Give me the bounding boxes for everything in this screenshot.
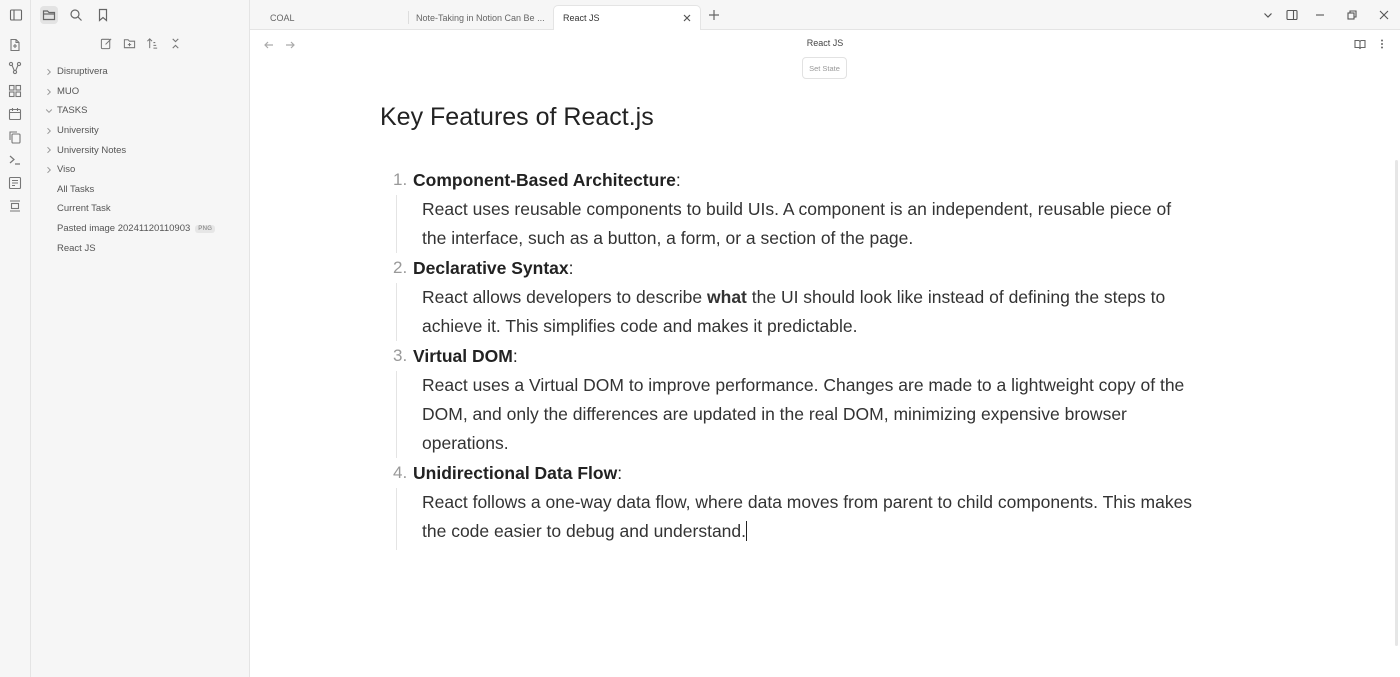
list-item[interactable] xyxy=(390,458,1270,546)
folder-icon[interactable] xyxy=(40,6,58,24)
heading-suffix: : xyxy=(617,463,623,483)
list-item-heading[interactable] xyxy=(390,458,1270,488)
tree-item-label: University Notes xyxy=(57,144,127,156)
list-item-body[interactable] xyxy=(422,488,1270,546)
tree-item-label: University xyxy=(57,125,99,137)
feature-name: Virtual DOM xyxy=(413,346,513,366)
right-sidebar-toggle-icon[interactable] xyxy=(1286,9,1298,21)
chevron-right-icon[interactable] xyxy=(45,166,53,174)
tree-item[interactable] xyxy=(31,82,250,102)
list-number: 1. xyxy=(393,170,408,189)
tab-label: Note-Taking in Notion Can Be ... xyxy=(416,12,545,23)
graph-icon[interactable] xyxy=(8,61,22,75)
list-item[interactable] xyxy=(390,165,1270,253)
editor-pane xyxy=(250,30,1400,677)
body-bold-text: what xyxy=(707,287,747,307)
tab-label: COAL xyxy=(270,12,295,23)
tab-react-js[interactable] xyxy=(553,5,701,30)
view-title[interactable]: React JS xyxy=(806,38,844,48)
close-window-icon[interactable] xyxy=(1378,9,1390,21)
list-item-heading[interactable] xyxy=(390,253,1270,283)
set-state-button[interactable]: Set State xyxy=(802,57,847,79)
indent-guide xyxy=(396,371,397,458)
document-title[interactable]: Key Features of React.js xyxy=(380,103,654,131)
tree-item[interactable] xyxy=(31,101,250,121)
sidebar-toggle-icon[interactable] xyxy=(7,6,25,24)
chevron-down-icon[interactable] xyxy=(45,107,53,115)
bookmark-icon[interactable] xyxy=(94,6,112,24)
indent-guide xyxy=(396,488,397,550)
tree-item-label: Pasted image 20241120110903 xyxy=(57,223,191,235)
notes-icon[interactable] xyxy=(8,176,22,190)
file-explorer-sidebar xyxy=(31,0,250,677)
tree-item[interactable] xyxy=(31,160,250,180)
tree-item[interactable] xyxy=(31,121,250,141)
tree-item[interactable] xyxy=(31,180,250,200)
search-icon[interactable] xyxy=(67,6,85,24)
indent-guide xyxy=(396,283,397,341)
heading-suffix: : xyxy=(568,258,574,278)
heading-suffix: : xyxy=(512,346,518,366)
list-item-heading[interactable] xyxy=(390,165,1270,195)
body-line: React uses a Virtual DOM to improve performance. Changes are made to a lightweight copy of the xyxy=(422,375,1185,395)
tree-item-label: Disruptivera xyxy=(57,66,108,78)
list-number: 3. xyxy=(393,346,408,365)
reading-view-icon[interactable] xyxy=(1354,37,1366,49)
body-line xyxy=(422,517,1260,546)
list-item-body[interactable] xyxy=(422,195,1270,253)
copy-icon[interactable] xyxy=(8,130,22,144)
tree-item[interactable] xyxy=(31,62,250,82)
body-text: the UI should look like instead of defining the steps to xyxy=(746,287,1166,307)
sort-icon[interactable] xyxy=(146,37,160,51)
sidebar-actions xyxy=(31,37,250,53)
heading-suffix: : xyxy=(675,170,681,190)
tree-item-label: MUO xyxy=(57,85,80,97)
sidebar-top-bar xyxy=(31,0,250,30)
tree-item-label: React JS xyxy=(57,242,96,254)
body-line: React follows a one-way data flow, where data moves from parent to child components. This makes xyxy=(422,492,1193,512)
tree-item-label: All Tasks xyxy=(57,183,95,195)
new-note-icon[interactable] xyxy=(100,37,114,51)
minimize-icon[interactable] xyxy=(1314,9,1326,21)
calendar-icon[interactable] xyxy=(8,107,22,121)
feature-name: Unidirectional Data Flow xyxy=(413,463,618,483)
indent-guide xyxy=(396,195,397,253)
feature-list xyxy=(390,165,1270,546)
chevron-right-icon[interactable] xyxy=(45,146,53,154)
list-number: 4. xyxy=(393,463,408,482)
collapse-icon[interactable] xyxy=(169,37,183,51)
terminal-icon[interactable] xyxy=(8,153,22,167)
list-item-heading[interactable] xyxy=(390,341,1270,371)
tab-list-chevron-icon[interactable] xyxy=(1262,9,1274,21)
body-line xyxy=(422,283,1260,312)
body-line: the interface, such as a button, a form, or a section of the page. xyxy=(422,228,914,248)
body-text: the code easier to debug and understand. xyxy=(422,521,746,541)
tree-item[interactable] xyxy=(31,140,250,160)
list-item[interactable] xyxy=(390,253,1270,341)
chevron-right-icon[interactable] xyxy=(45,127,53,135)
tree-item-label: TASKS xyxy=(57,105,88,117)
new-folder-icon[interactable] xyxy=(123,37,137,51)
tree-item[interactable] xyxy=(31,199,250,219)
list-item-body[interactable] xyxy=(422,371,1270,458)
file-type-badge: PNG xyxy=(195,225,215,233)
file-tree xyxy=(31,62,250,258)
body-line: DOM, and only the differences are updated in the real DOM, minimizing expensive browser xyxy=(422,404,1127,424)
new-tab-icon[interactable] xyxy=(708,9,720,21)
chevron-right-icon[interactable] xyxy=(45,68,53,76)
tree-item[interactable] xyxy=(31,219,250,239)
feature-name: Declarative Syntax xyxy=(413,258,569,278)
tab-bar xyxy=(250,0,1400,30)
template-icon[interactable] xyxy=(8,199,22,213)
chevron-right-icon[interactable] xyxy=(45,88,53,96)
tab-coal[interactable] xyxy=(261,5,409,30)
tree-item[interactable] xyxy=(31,238,250,258)
body-line: achieve it. This simplifies code and makes it predictable. xyxy=(422,316,858,336)
text-cursor xyxy=(746,521,747,541)
body-line: operations. xyxy=(422,433,509,453)
body-text: React allows developers to describe xyxy=(422,287,708,307)
left-ribbon xyxy=(0,0,31,677)
tab-note-taking[interactable] xyxy=(407,5,555,30)
body-line: React uses reusable components to build UIs. A component is an independent, reusable piece of xyxy=(422,199,1172,219)
tree-item-label: Current Task xyxy=(57,203,111,215)
list-item-body[interactable] xyxy=(422,283,1270,341)
canvas-icon[interactable] xyxy=(8,84,22,98)
more-options-icon[interactable] xyxy=(1376,37,1388,49)
list-item[interactable] xyxy=(390,341,1270,458)
editor-scrollbar[interactable] xyxy=(1395,160,1398,646)
close-tab-icon[interactable] xyxy=(682,13,692,23)
tab-label: React JS xyxy=(563,13,600,23)
list-number: 2. xyxy=(393,258,408,277)
open-file-icon[interactable] xyxy=(8,38,22,52)
restore-icon[interactable] xyxy=(1346,9,1358,21)
tree-item-label: Viso xyxy=(57,164,76,176)
feature-name: Component-Based Architecture xyxy=(413,170,676,190)
